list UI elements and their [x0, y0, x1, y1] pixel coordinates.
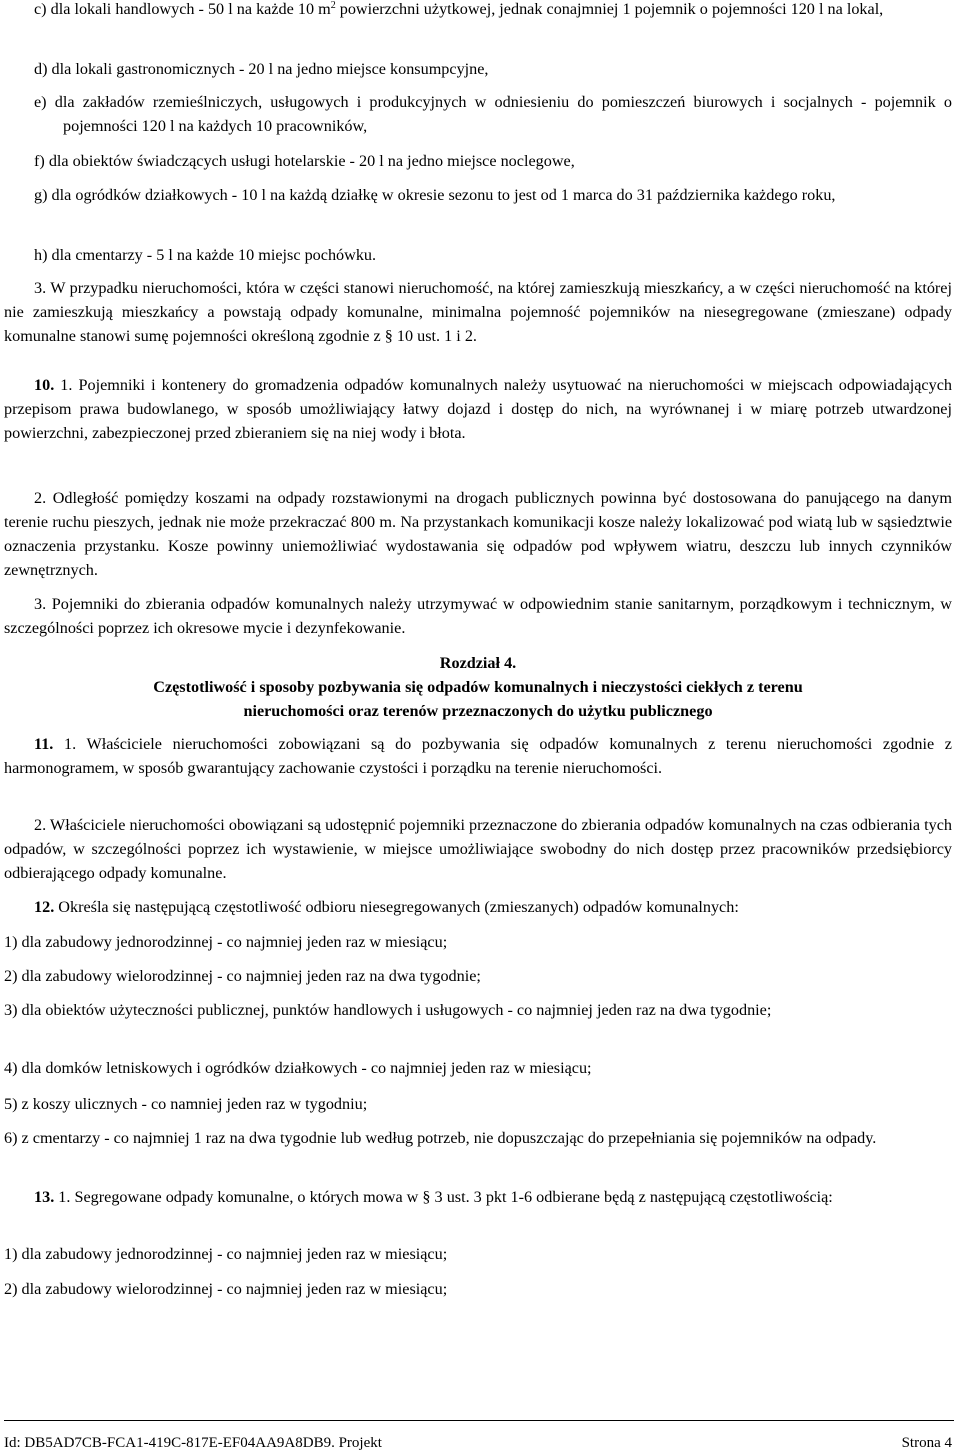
paragraph-10-2: 2. Odległość pomiędzy koszami na odpady rozstawionymi na drogach publicznych powinna być dostosowana do panującego na danym terenie ruchu pieszych, jednak nie może przekraczać 800 m. Na przystankach komunikacji kosze należy lokalizować pod wiatą lub w sąsiedztwie oznaczenia przystanku. Kosze powinny uniemożliwiać wydostawania się odpadów pod wpływem wiatru, deszczu lub innych czynników zewnętrznych.: [4, 489, 952, 579]
list-item-g: g) dla ogródków działkowych - 10 l na każdą działkę w okresie sezonu to jest od 1 marca do 31 października każdego roku,: [34, 186, 836, 204]
list-item-13-2: 2) dla zabudowy wielorodzinnej - co najmniej jeden raz w miesiącu;: [4, 1280, 448, 1298]
paragraph-text: 1. Pojemniki i kontenery do gromadzenia odpadów komunalnych należy usytuować na nieruchomości w miejscach odpowiadających przepisom prawa budowlanego, w sposób umożliwiający łatwy dojazd i dostęp do nich, na wyrównanej i w miarę potrzeb utwardzonej powierzchni, zabezpieczonej przed zbieraniem się na niej wody i błota.: [4, 376, 952, 442]
list-item-c: [34, 0, 952, 21]
section-number: 10.: [34, 376, 55, 394]
paragraph-11-2: 2. Właściciele nieruchomości obowiązani są udostępnić pojemniki przeznaczone do zbierania odpadów komunalnych na czas odbierania tych odpadów, w szczególności poprzez ich wystawienie, w miejsce umożliwiające swobodny do nich dostęp przez pracowników przedsiębiorcy odbierającego odpady komunalne.: [4, 816, 952, 882]
list-item-12-6: 6) z cmentarzy - co najmniej 1 raz na dwa tygodnie lub według potrzeb, nie dopuszczając do przepełniania się pojemników na odpady.: [4, 1129, 877, 1147]
paragraph-10-3: 3. Pojemniki do zbierania odpadów komunalnych należy utrzymywać w odpowiednim stanie sanitarnym, porządkowym i technicznym, w szczególności poprzez ich okresowe mycie i dezynfekowanie.: [4, 595, 952, 637]
paragraph-12-intro: [4, 895, 952, 919]
paragraph-13-intro: [4, 1185, 952, 1209]
footer-divider: [4, 1420, 954, 1421]
paragraph-9-3: 3. W przypadku nieruchomości, która w części stanowi nieruchomość, na której zamieszkują mieszkańcy, a w części nieruchomość na której nie zamieszkują mieszkańcy a powstają odpady komunalne, minimalna pojemność pojemników na niesegregowane (zmieszane) odpady komunalne stanowi sumę pojemności określoną zgodnie z § 10 ust. 1 i 2.: [4, 279, 952, 345]
list-item-c-text: c) dla lokali handlowych - 50 l na każde 10 m: [34, 0, 331, 18]
list-item-12-5: 5) z koszy ulicznych - co namniej jeden raz w tygodniu;: [4, 1095, 368, 1113]
section-number: 13.: [34, 1188, 55, 1206]
section-number: 12.: [34, 898, 55, 916]
paragraph-11-1: [4, 732, 952, 780]
list-item-f: f) dla obiektów świadczących usługi hotelarskie - 20 l na jedno miejsce noclegowe,: [34, 152, 575, 170]
section-number: 11.: [34, 735, 54, 753]
list-item-d: d) dla lokali gastronomicznych - 20 l na jedno miejsce konsumpcyjne,: [34, 60, 489, 78]
chapter-title-line-1: Częstotliwość i sposoby pozbywania się odpadów komunalnych i nieczystości ciekłych z terenu: [153, 678, 803, 696]
page-number: Strona 4: [901, 1435, 952, 1451]
list-item-h: h) dla cmentarzy - 5 l na każde 10 miejsc pochówku.: [34, 246, 377, 264]
list-item-12-2: 2) dla zabudowy wielorodzinnej - co najmniej jeden raz na dwa tygodnie;: [4, 967, 481, 985]
document-id: Id: DB5AD7CB-FCA1-419C-817E-EF04AA9A8DB9. Projekt: [4, 1435, 382, 1451]
chapter-title-line-2: nieruchomości oraz terenów przeznaczonych do użytku publicznego: [243, 702, 713, 720]
paragraph-10-1: [4, 373, 952, 445]
list-item-12-3: 3) dla obiektów użyteczności publicznej, punktów handlowych i usługowych - co najmniej jeden raz na dwa tygodnie;: [4, 1001, 772, 1019]
chapter-label: Rozdział 4.: [439, 654, 517, 672]
page-footer: [4, 1433, 952, 1453]
list-item-c-text-cont: powierzchni użytkowej, jednak conajmniej 1 pojemnik o pojemności 120 l na lokal,: [335, 0, 884, 18]
paragraph-text: Określa się następującą częstotliwość odbioru niesegregowanych (zmieszanych) odpadów komunalnych:: [54, 898, 739, 916]
list-item-12-1: 1) dla zabudowy jednorodzinnej - co najmniej jeden raz w miesiącu;: [4, 933, 448, 951]
list-item-12-4: 4) dla domków letniskowych i ogródków działkowych - co najmniej jeden raz w miesiącu;: [4, 1059, 592, 1077]
list-item-13-1: 1) dla zabudowy jednorodzinnej - co najmniej jeden raz w miesiącu;: [4, 1245, 448, 1263]
superscript: 2: [330, 0, 336, 11]
paragraph-text: 1. Segregowane odpady komunalne, o których mowa w § 3 ust. 3 pkt 1-6 odbierane będą z następującą częstotliwością:: [54, 1188, 833, 1206]
paragraph-text: 1. Właściciele nieruchomości zobowiązani są do pozbywania się odpadów komunalnych z terenu nieruchomości zgodnie z harmonogramem, w sposób gwarantujący zachowanie czystości i porządku na terenie nieruchomości.: [4, 735, 952, 777]
list-item-e: e) dla zakładów rzemieślniczych, usługowych i produkcyjnych w odniesieniu do pomieszczeń biurowych i socjalnych - pojemnik o pojemności 120 l na każdych 10 pracowników,: [34, 93, 952, 135]
